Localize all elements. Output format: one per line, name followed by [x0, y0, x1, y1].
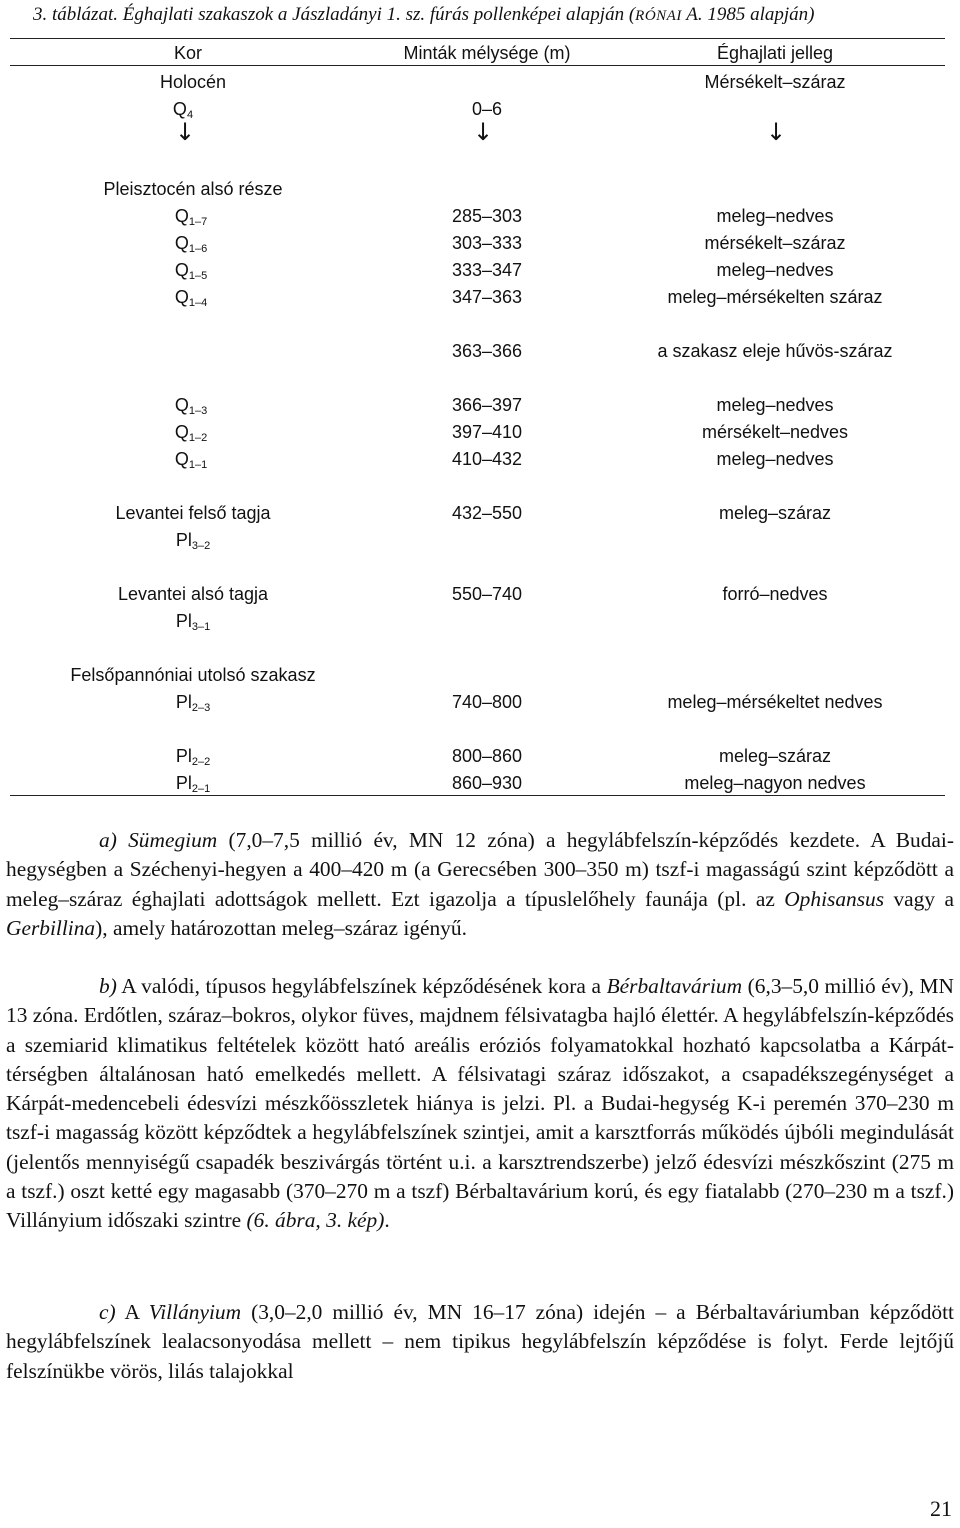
climate-value: mérsékelt–száraz — [704, 233, 846, 253]
table-caption: 3. táblázat. Éghajlati szakaszok a Jászladányi 1. sz. fúrás pollenképei alapján (RÓNAI A. 1985 alapján) — [33, 4, 815, 25]
depth-value: 285–303 — [451, 206, 523, 226]
climate-value: meleg–nedves — [716, 449, 834, 469]
age-code: $Q_{1-2}$ — [174, 422, 208, 444]
depth-holocene: 0–6 — [471, 99, 503, 119]
down-arrow-icon: ↓ — [765, 118, 787, 146]
header-age: Kor — [173, 43, 203, 63]
age-code: $Pl_{3-2}$ — [175, 530, 211, 552]
depth-value: 363–366 — [451, 341, 523, 361]
depth-value: 397–410 — [451, 422, 523, 442]
climate-value: meleg–száraz — [718, 503, 832, 523]
depth-value: 333–347 — [451, 260, 523, 280]
age-label: Levantei alsó tagja — [117, 584, 269, 604]
climate-value: a szakasz eleje hűvös-száraz — [657, 341, 893, 361]
taxon-name: Villányium — [148, 1300, 242, 1324]
climate-value: forró–nedves — [722, 584, 828, 604]
down-arrow-icon: ↓ — [174, 118, 196, 146]
paragraph-c: c) A Villányium (3,0–2,0 millió év, MN 16–17 zóna) idején – a Bérbaltaváriumban képződött hegylábfelszínek lealacsonyodása mellett – nem tipikus hegylábfelszín képződése is folyt. Ferde lejtőjű felszínükbe vörös, lilás talajokkal — [6, 1300, 954, 1383]
age-code: $Q_{1-3}$ — [174, 395, 208, 417]
age-code: $Pl_{2-1}$ — [175, 773, 211, 795]
table-top-rule — [10, 38, 945, 39]
age-code: $Q_{1-4}$ — [174, 287, 208, 309]
paragraph-b: b) A valódi, típusos hegylábfelszínek képződésének kora a Bérbaltavárium (6,3–5,0 millió év), MN 13 zóna. Erdőtlen, száraz–bokros, olykor füves, majdnem félsivatagba hajló élettér. A hegylábfelszín-képződés a szemiarid klimatikus feltételek között ható areális eróziós folyamatokkal hozható kapcsolatba a Kárpát-térségben általánosan ható emelkedés mellett. A félsivatagi száraz időszakot, a csapadékszegénységet a Kárpát-medencebeli édesvízi mészkőösszletek hiánya is jelzi. Pl. a Budai-hegység K-i peremén 370–230 m tszf-i magasság között képződtek a hegylábfelszínek szintjei, amit a karsztforrás működés újbóli megindulását (jelentős mennyiségű csapadék beszivárgás történt u.i. a karsztrendszerbe) jelző édesvízi mészkőszint (275 m a tszf.) oszt ketté egy magasabb (370–270 m a tszf) Bérbaltavárium korú, és egy fiatalabb (270–230 m a tszf.) Villányium időszaki szintre (6. ábra, 3. kép). — [6, 974, 955, 1233]
age-label: Felsőpannóniai utolsó szakasz — [70, 665, 316, 685]
table-bottom-rule — [10, 795, 945, 796]
taxon-name: Sümegium — [128, 828, 218, 852]
age-code: $Pl_{2-3}$ — [175, 692, 211, 714]
depth-value: 740–800 — [451, 692, 523, 712]
age-pleistocene-label: Pleisztocén alsó része — [103, 179, 283, 199]
age-code: $Q_{1-5}$ — [174, 260, 208, 282]
figure-reference: (6. ábra, 3. kép) — [246, 1208, 385, 1233]
climate-holocene: Mérsékelt–száraz — [704, 72, 846, 92]
depth-value: 550–740 — [451, 584, 523, 604]
depth-value: 860–930 — [451, 773, 523, 793]
down-arrow-icon: ↓ — [472, 118, 494, 146]
age-code: $Pl_{3-1}$ — [175, 611, 211, 633]
age-label: Levantei felső tagja — [115, 503, 271, 523]
depth-value: 410–432 — [451, 449, 523, 469]
age-holocene: Holocén — [159, 72, 227, 92]
caption-author: RÓNAI — [635, 8, 682, 24]
climate-value: meleg–mérsékeltet nedves — [667, 692, 883, 712]
paragraph-a: a) Sümegium (7,0–7,5 millió év, MN 12 zóna) a hegylábfelszín-képződés kezdete. A Budai-hegységben a Széchenyi-hegyen a 400–420 m (a Gerecsében 300–350 m) tszf-i magasságú szint képződött a meleg–száraz éghajlati adottságok mellett. Ezt igazolja a típuslelőhely faunája (pl. az Ophisansus vagy a Gerbillina), amely határozottan meleg–száraz igényű. — [6, 828, 954, 940]
header-climate: Éghajlati jelleg — [716, 43, 834, 63]
age-code: $Q_{1-1}$ — [174, 449, 208, 471]
depth-value: 432–550 — [451, 503, 523, 523]
depth-value: 347–363 — [451, 287, 523, 307]
climate-value: mérsékelt–nedves — [701, 422, 849, 442]
depth-value: 366–397 — [451, 395, 523, 415]
climate-value: meleg–száraz — [718, 746, 832, 766]
table-header-rule — [10, 65, 945, 66]
header-depth: Minták mélysége (m) — [403, 43, 571, 63]
depth-value: 303–333 — [451, 233, 523, 253]
age-code-q4: $Q_4$ — [172, 99, 194, 121]
climate-value: meleg–nagyon nedves — [684, 773, 866, 793]
climate-value: meleg–nedves — [716, 260, 834, 280]
depth-value: 800–860 — [451, 746, 523, 766]
climate-value: meleg–nedves — [716, 395, 834, 415]
taxon-name: Bérbaltavárium — [606, 974, 743, 998]
age-code: $Q_{1-6}$ — [174, 233, 208, 255]
page-number: 21 — [930, 1496, 952, 1521]
age-code: $Pl_{2-2}$ — [175, 746, 211, 768]
age-code: $Q_{1-7}$ — [174, 206, 208, 228]
climate-value: meleg–nedves — [716, 206, 834, 226]
climate-value: meleg–mérsékelten száraz — [667, 287, 883, 307]
